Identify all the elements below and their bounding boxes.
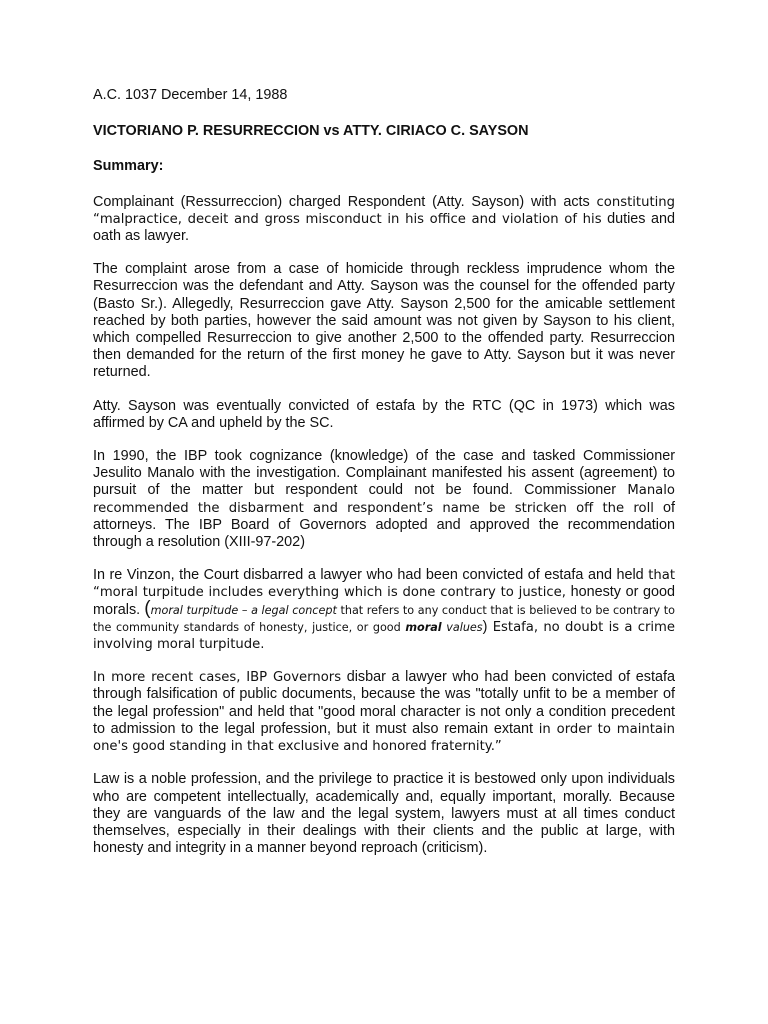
recent-text-c: in order to maintain one's good standing in that exclusive and honored fraternity.” bbox=[93, 721, 676, 755]
charges-text-b: constituting “malpractice, deceit and gross misconduct in his office and violation of his bbox=[93, 194, 676, 227]
vinzon-text-c: honesty or good morals. bbox=[93, 584, 675, 618]
charges-text-a: Complainant (Ressurreccion) charged Respondent (Atty. Sayson) with acts bbox=[93, 193, 590, 210]
paragraph-conviction: Atty. Sayson was eventually convicted of estafa by the RTC (QC in 1973) which was affirmed by CA and upheld by the SC. bbox=[93, 397, 675, 431]
paragraph-complaint: The complaint arose from a case of homicide through reckless imprudence whom the Resurreccion was the defendant and Atty. Sayson was the counsel for the offended party (Basto Sr.). Allegedly, Resurreccion gave Atty. Sayson 2,500 for the amicable settlement reached by both parties, however the said amount was not given by Sayson to his client, which compelled Resurreccion to give another 2,500 to the offended party. Resurreccion then demanded for the return of the first money he gave to Atty. Sayson but it was never returned. bbox=[93, 261, 675, 381]
summary-heading: Summary: bbox=[93, 158, 164, 175]
vinzon-text-b: that “moral turpitude includes everything which is done contrary to justice, bbox=[93, 568, 675, 601]
ibp-text-b: Manalo recommended the disbarment and respondent’s name be stricken off the roll bbox=[93, 483, 675, 516]
ibp-text-a: In 1990, the IBP took cognizance (knowledge) of the case and tasked Commissioner Jesulito Manalo with the investigation. Complainant manifested his assent (agreement) to pursuit of the matter but respondent could not be found. Commissioner bbox=[93, 448, 675, 499]
definition-moral: moral bbox=[405, 620, 442, 634]
vinzon-paren-close: ) bbox=[482, 618, 488, 635]
case-title: VICTORIANO P. RESURRECCION vs ATTY. CIRIACO C. SAYSON bbox=[93, 123, 529, 140]
document-page bbox=[93, 87, 675, 873]
ibp-text-c: of attorneys. The IBP Board of Governors adopted and approved the recommendation through a resolution (XIII-97-202) bbox=[93, 499, 676, 551]
charges-text-c: duties and oath as lawyer. bbox=[93, 210, 675, 245]
paragraph-charges bbox=[93, 194, 675, 246]
vinzon-text-i: Estafa, no doubt is a crime involving moral turpitude. bbox=[93, 619, 675, 653]
paragraph-noble-profession: Law is a noble profession, and the privilege to practice it is bestowed only upon individuals who are competent intellectually, academically and, equally important, morally. Because they are vanguards of the law and the legal system, lawyers must at all times conduct themselves, especially in their dealings with their clients and the public at large, with honesty and integrity in a manner beyond reproach (criticism). bbox=[93, 771, 675, 857]
definition-term: moral turpitude – a legal concept bbox=[150, 603, 337, 617]
vinzon-paren-open: ( bbox=[144, 597, 151, 619]
paragraph-recent-cases bbox=[93, 669, 675, 755]
vinzon-text-a: In re Vinzon, the Court disbarred a lawyer who had been convicted of estafa and held bbox=[93, 567, 644, 584]
paragraph-vinzon bbox=[93, 567, 675, 653]
paragraph-ibp bbox=[93, 448, 675, 551]
recent-text-b: disbar a lawyer who had been convicted of estafa through falsification of public documents, because the was "totally unfit to be a member of the legal profession" and held that "good moral character is not only a condition precedent to admission to the legal profession, but it must also remain extant bbox=[93, 669, 676, 737]
definition-body: that refers to any conduct that is believed to be contrary to the community standards of honesty, justice, or good bbox=[93, 603, 676, 634]
definition-values: values bbox=[441, 620, 483, 634]
recent-text-a: In more recent cases, IBP Governors bbox=[93, 670, 342, 686]
case-number-date: A.C. 1037 December 14, 1988 bbox=[93, 87, 288, 103]
